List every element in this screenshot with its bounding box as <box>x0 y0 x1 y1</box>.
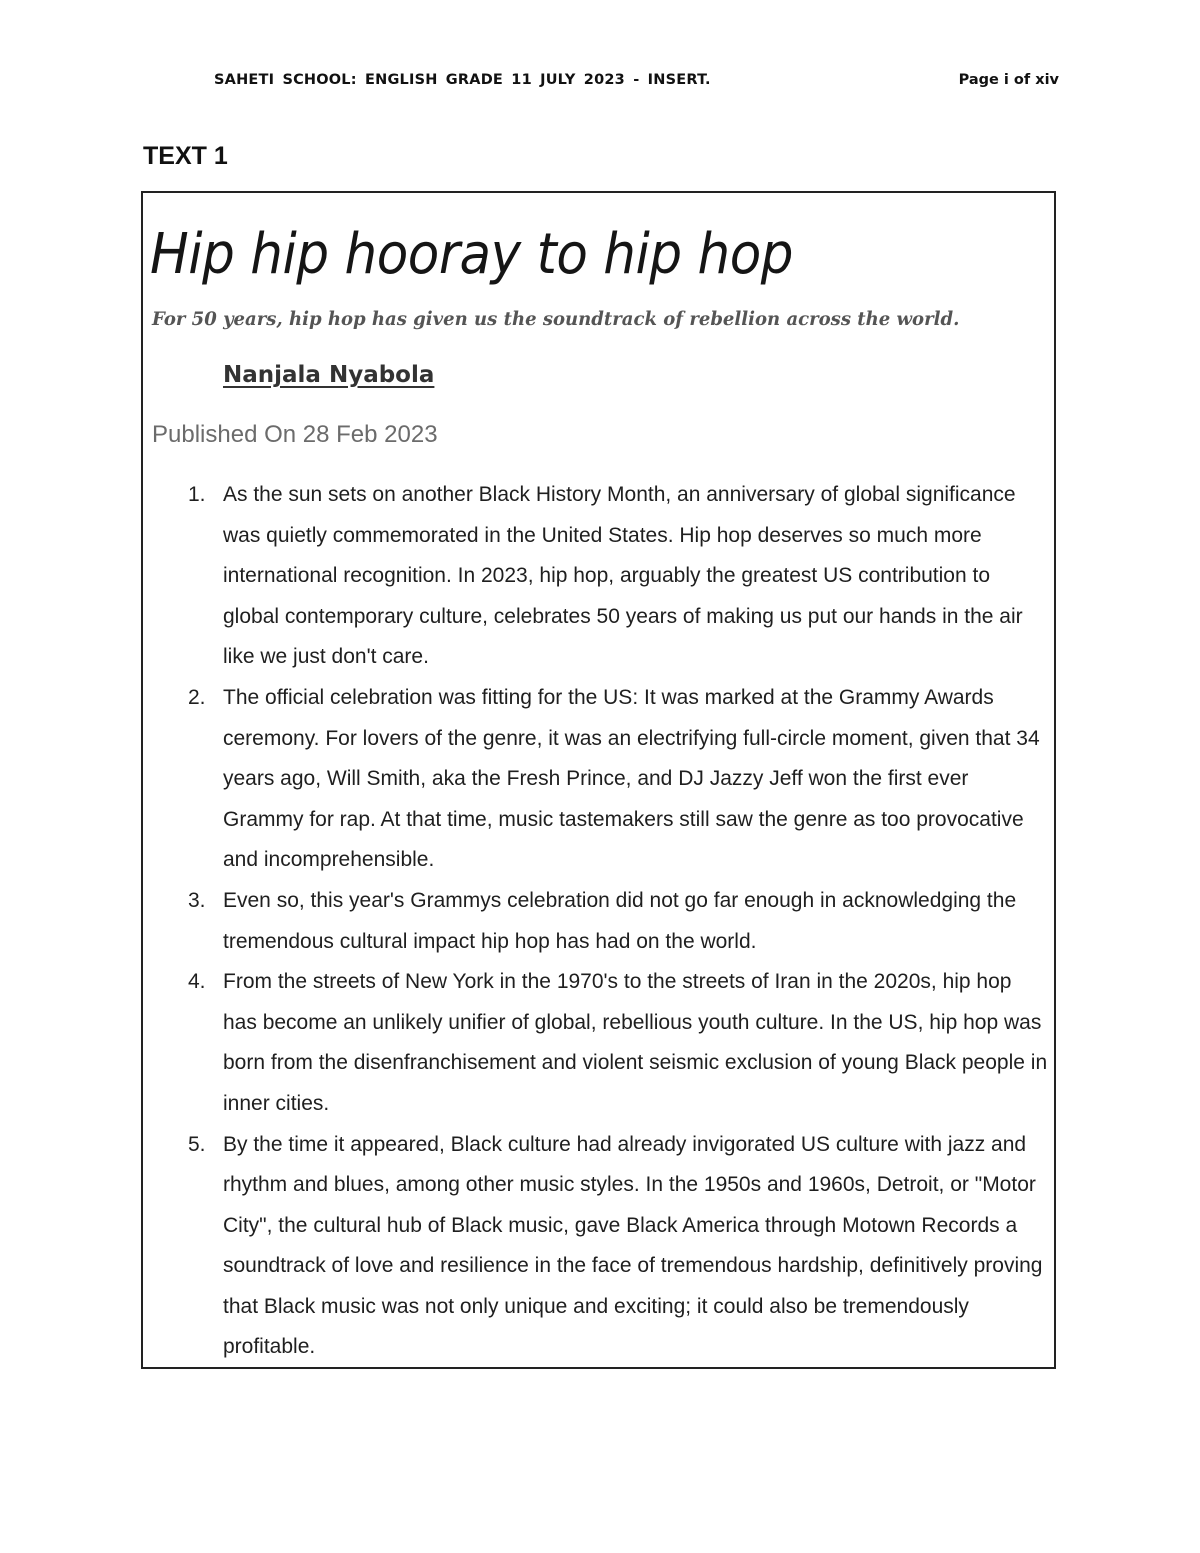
header-school-info: SAHETI SCHOOL: ENGLISH GRADE 11 JULY 2023 - INSERT. <box>214 72 711 88</box>
paragraph-number: 2. <box>188 685 206 709</box>
paragraph-number: 5. <box>188 1132 206 1156</box>
article-subtitle: For 50 years, hip hop has given us the soundtrack of rebellion across the world. <box>152 308 960 330</box>
paragraph-item <box>180 1125 1050 1369</box>
publish-date: Published On 28 Feb 2023 <box>152 421 438 448</box>
paragraph-text: The official celebration was fitting for the US: It was marked at the Grammy Awards ceremony. For lovers of the genre, it was an electrifying full-circle moment, given that 34 years ago, Will Smith, aka the Fresh Prince, and DJ Jazzy Jeff won the first ever Grammy for rap. At that time, music tastemakers still saw the genre as too provocative and incomprehensible. <box>223 685 1040 872</box>
paragraph-text: Even so, this year's Grammys celebration did not go far enough in acknowledging the tremendous cultural impact hip hop has had on the world. <box>223 888 1017 953</box>
paragraph-text: As the sun sets on another Black History Month, an anniversary of global significance was quietly commemorated in the United States. Hip hop deserves so much more international recognition. In 2023, hip hop, arguably the greatest US contribution to global contemporary culture, celebrates 50 years of making us put our hands in the air like we just don't care. <box>223 483 1023 669</box>
paragraph-text: By the time it appeared, Black culture had already invigorated US culture with jazz and rhythm and blues, among other music styles. In the 1950s and 1960s, Detroit, or "Motor City", the cultural hub of Black music, gave Black America through Motown Records a soundtrack of love and resilience in the face of tremendous hardship, definitively proving that Black music was not only unique and exciting; it could also be tremendously profitable. <box>223 1132 1043 1359</box>
paragraph-text: From the streets of New York in the 1970's to the streets of Iran in the 2020s, hip hop has become an unlikely unifier of global, rebellious youth culture. In the US, hip hop was born from the disenfranchisement and violent seismic exclusion of young Black people in inner cities. <box>223 970 1048 1115</box>
paragraph-item <box>180 678 1050 881</box>
paragraph-item <box>180 881 1050 962</box>
paragraph-item <box>180 962 1050 1124</box>
page-header <box>214 72 1059 96</box>
paragraph-number: 4. <box>188 970 206 994</box>
article-title: Hip hip hooray to hip hop <box>150 222 794 287</box>
paragraph-item <box>180 475 1050 678</box>
section-label: TEXT 1 <box>143 142 228 170</box>
paragraph-number: 1. <box>188 483 206 506</box>
article-author: Nanjala Nyabola <box>223 362 435 388</box>
paragraph-number: 3. <box>188 888 206 912</box>
header-page-number: Page i of xiv <box>958 72 1059 88</box>
paragraph-list <box>180 475 1050 1368</box>
